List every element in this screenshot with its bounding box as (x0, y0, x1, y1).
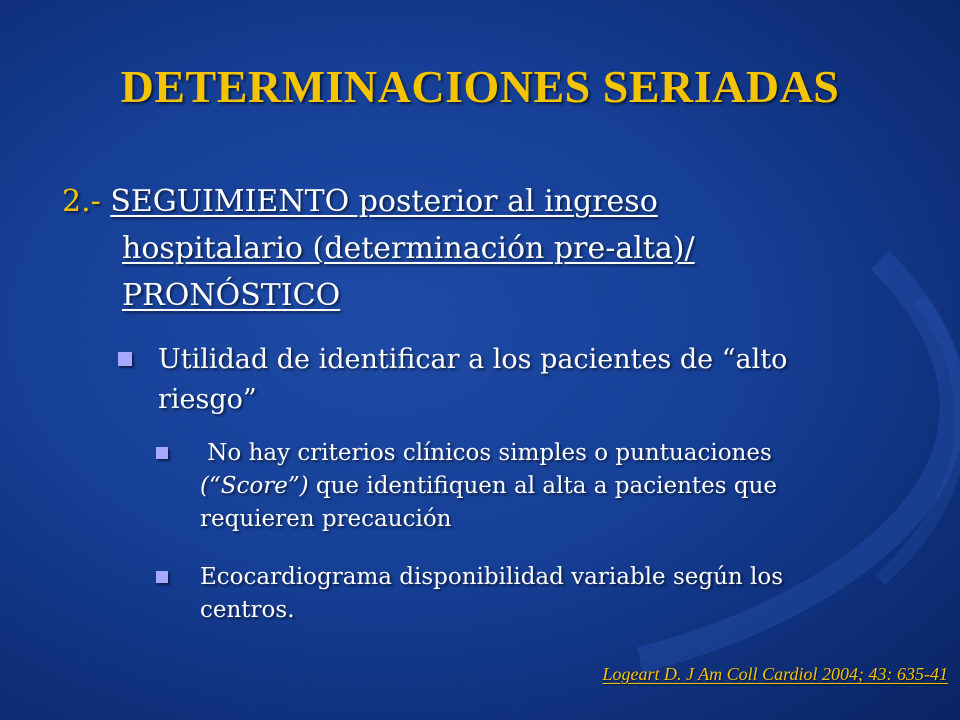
sub-sub-bullet-echo (156, 561, 796, 627)
main-point (62, 178, 822, 319)
echo-line1: Ecocardiograma disponibilidad variable según los (200, 564, 784, 590)
slide-title: DETERMINACIONES SERIADAS (120, 61, 840, 112)
echo-text (200, 561, 783, 627)
point-heading-line1: SEGUIMIENTO posterior al ingreso (110, 184, 658, 219)
citation-reference: Logeart D. J Am Coll Cardiol 2004; 43: 635-41 (602, 664, 948, 684)
criteria-line3: requieren precaución (200, 506, 452, 532)
sub-bullet-text (158, 340, 787, 420)
criteria-text (200, 437, 777, 536)
criteria-line2-rest: que identifiquen al alta a pacientes que (308, 473, 777, 499)
sub-sub-bullet-criteria (156, 437, 796, 536)
sub-bullet-line1: Utilidad de identificar a los pacientes de “alto (158, 344, 788, 375)
echo-line2: centros. (200, 597, 295, 623)
criteria-line2 (200, 470, 777, 503)
point-heading-line3: PRONÓSTICO (122, 278, 341, 313)
square-bullet-icon (156, 571, 168, 583)
point-number: 2.- (62, 184, 101, 219)
score-term: (“Score”) (200, 473, 309, 499)
point-heading-line2: hospitalario (determinación pre-alta)/ (122, 231, 695, 266)
square-bullet-icon (156, 447, 168, 459)
sub-bullet (118, 340, 818, 420)
sub-bullet-line2: riesgo” (158, 384, 257, 415)
criteria-line1: No hay criterios clínicos simples o puntuaciones (200, 440, 772, 466)
square-bullet-icon (118, 352, 132, 366)
